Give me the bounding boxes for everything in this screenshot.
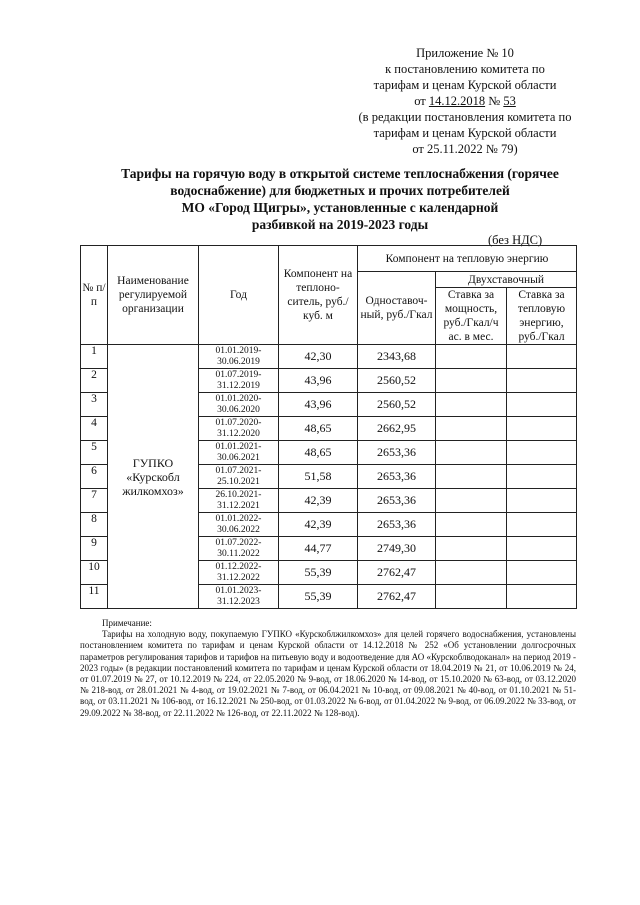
row-number: 5 — [81, 441, 108, 465]
header-single: Одноставоч-ный, руб./Гкал — [358, 272, 436, 345]
appendix-number: 53 — [503, 94, 516, 108]
energy-rate-cell — [507, 489, 577, 513]
appendix-line-1: Приложение № 10 — [416, 46, 514, 60]
capacity-rate-cell — [436, 561, 507, 585]
carrier-value-cell: 43,96 — [279, 369, 358, 393]
carrier-value-cell: 43,96 — [279, 393, 358, 417]
single-rate-cell: 2560,52 — [358, 369, 436, 393]
capacity-rate-cell — [436, 441, 507, 465]
energy-rate-cell — [507, 561, 577, 585]
appendix-date: 14.12.2018 — [428, 94, 486, 108]
energy-rate-cell — [507, 417, 577, 441]
energy-rate-cell — [507, 441, 577, 465]
note-block — [80, 618, 576, 719]
row-number: 1 — [81, 345, 108, 369]
period-cell: 26.10.2021-31.12.2021 — [199, 489, 279, 513]
tariff-table — [80, 245, 577, 609]
header-capacity: Ставка за мощность, руб./Гкал/ч ас. в мес. — [436, 288, 507, 345]
period-cell: 01.01.2022-30.06.2022 — [199, 513, 279, 537]
carrier-value-cell: 42,39 — [279, 489, 358, 513]
header-energy-rate: Ставка за тепловую энергию, руб./Гкал — [507, 288, 577, 345]
header-energy: Компонент на тепловую энергию — [358, 246, 577, 272]
carrier-value-cell: 51,58 — [279, 465, 358, 489]
tariff-rows — [81, 345, 577, 609]
single-rate-cell: 2653,36 — [358, 441, 436, 465]
row-number: 6 — [81, 465, 108, 489]
capacity-rate-cell — [436, 369, 507, 393]
single-rate-cell: 2653,36 — [358, 489, 436, 513]
row-number: 7 — [81, 489, 108, 513]
single-rate-cell: 2653,36 — [358, 465, 436, 489]
row-number: 2 — [81, 369, 108, 393]
table-row — [81, 345, 577, 369]
carrier-value-cell: 55,39 — [279, 561, 358, 585]
energy-rate-cell — [507, 465, 577, 489]
row-number: 3 — [81, 393, 108, 417]
header-num: № п/п — [81, 246, 108, 345]
appendix-line-4 — [340, 93, 590, 109]
row-number: 11 — [81, 585, 108, 609]
single-rate-cell: 2662,95 — [358, 417, 436, 441]
capacity-rate-cell — [436, 393, 507, 417]
period-cell: 01.07.2021-25.10.2021 — [199, 465, 279, 489]
row-number: 10 — [81, 561, 108, 585]
appendix-line-6: тарифам и ценам Курской области — [373, 126, 557, 140]
appendix-number-prefix: № — [485, 94, 504, 108]
row-number: 4 — [81, 417, 108, 441]
energy-rate-cell — [507, 513, 577, 537]
header-double: Двухставочный — [436, 272, 577, 288]
single-rate-cell: 2560,52 — [358, 393, 436, 417]
org-name-cell: ГУПКО «Курскобл жилкомхоз» — [108, 345, 199, 609]
carrier-value-cell: 48,65 — [279, 441, 358, 465]
header-year: Год — [199, 246, 279, 345]
capacity-rate-cell — [436, 417, 507, 441]
capacity-rate-cell — [436, 513, 507, 537]
single-rate-cell: 2653,36 — [358, 513, 436, 537]
carrier-value-cell: 44,77 — [279, 537, 358, 561]
title-line-2: водоснабжение) для бюджетных и прочих потребителей — [170, 183, 510, 198]
title-line-1: Тарифы на горячую воду в открытой системе теплоснабжения (горячее — [121, 166, 559, 181]
appendix-date-prefix: от — [414, 94, 429, 108]
header-org: Наименование регулируемой организации — [108, 246, 199, 345]
energy-rate-cell — [507, 393, 577, 417]
energy-rate-cell — [507, 369, 577, 393]
appendix-line-3: тарифам и ценам Курской области — [373, 78, 557, 92]
capacity-rate-cell — [436, 345, 507, 369]
row-number: 9 — [81, 537, 108, 561]
title-line-3: МО «Город Щигры», установленные с календарной — [181, 200, 499, 215]
row-number: 8 — [81, 513, 108, 537]
carrier-value-cell: 55,39 — [279, 585, 358, 609]
period-cell: 01.07.2020-31.12.2020 — [199, 417, 279, 441]
period-cell: 01.01.2023-31.12.2023 — [199, 585, 279, 609]
note-heading: Примечание: — [102, 618, 152, 628]
carrier-value-cell: 42,30 — [279, 345, 358, 369]
single-rate-cell: 2762,47 — [358, 585, 436, 609]
capacity-rate-cell — [436, 465, 507, 489]
energy-rate-cell — [507, 585, 577, 609]
period-cell: 01.01.2020-30.06.2020 — [199, 393, 279, 417]
period-cell: 01.12.2022-31.12.2022 — [199, 561, 279, 585]
period-cell: 01.07.2019-31.12.2019 — [199, 369, 279, 393]
single-rate-cell: 2343,68 — [358, 345, 436, 369]
capacity-rate-cell — [436, 537, 507, 561]
appendix-line-5: (в редакции постановления комитета по — [358, 110, 572, 124]
header-carrier: Компонент на теплоно-ситель, руб./куб. м — [279, 246, 358, 345]
appendix-line-7: от 25.11.2022 № 79) — [412, 142, 518, 156]
period-cell: 01.01.2021-30.06.2021 — [199, 441, 279, 465]
energy-rate-cell — [507, 537, 577, 561]
capacity-rate-cell — [436, 585, 507, 609]
period-cell: 01.07.2022-30.11.2022 — [199, 537, 279, 561]
capacity-rate-cell — [436, 489, 507, 513]
energy-rate-cell — [507, 345, 577, 369]
period-cell: 01.01.2019-30.06.2019 — [199, 345, 279, 369]
appendix-block — [340, 45, 590, 157]
single-rate-cell: 2762,47 — [358, 561, 436, 585]
single-rate-cell: 2749,30 — [358, 537, 436, 561]
appendix-line-2: к постановлению комитета по — [385, 62, 545, 76]
carrier-value-cell: 48,65 — [279, 417, 358, 441]
carrier-value-cell: 42,39 — [279, 513, 358, 537]
note-text: Тарифы на холодную воду, покупаемую ГУПКО «Курскоблжилкомхоз» для целей горячего водоснабжения, установлены постановлением комитета по тарифам и ценам Курской области от 14.12.2018 № 252 «Об установлении долгосрочных параметров регулирования тарифов и тарифов на питьевую воду и водоотведение для АО «Курскоблводоканал» на период 2019 - 2023 годы» (в редакции постановлений комитета по тарифам и ценам Курской области от 18.04.2019 № 21, от 10.06.2019 № 24, от 01.07.2019 № 27, от 10.12.2019 № 224, от 22.05.2020 № 9-вод, от 18.06.2020 № 14-вод, от 15.10.2020 № 63-вод, от 03.12.2020 № 218-вод, от 28.01.2021 № 4-вод, от 19.02.2021 № 7-вод, от 06.04.2021 № 10-вод, от 09.08.2021 № 40-вод, от 01.10.2021 № 51-вод, от 03.11.2021 № 106-вод, от 16.12.2021 № 250-вод, от 01.03.2022 № 6-вод, от 01.04.2022 № 9-вод, от 06.09.2022 № 33-вод, от 29.09.2022 № 38-вод, от 22.11.2022 № 126-вод, от 22.11.2022 № 128-вод). — [80, 629, 576, 718]
vat-note: (без НДС) — [488, 233, 543, 247]
title-line-4: разбивкой на 2019-2023 годы — [251, 217, 429, 232]
document-title — [100, 165, 580, 233]
